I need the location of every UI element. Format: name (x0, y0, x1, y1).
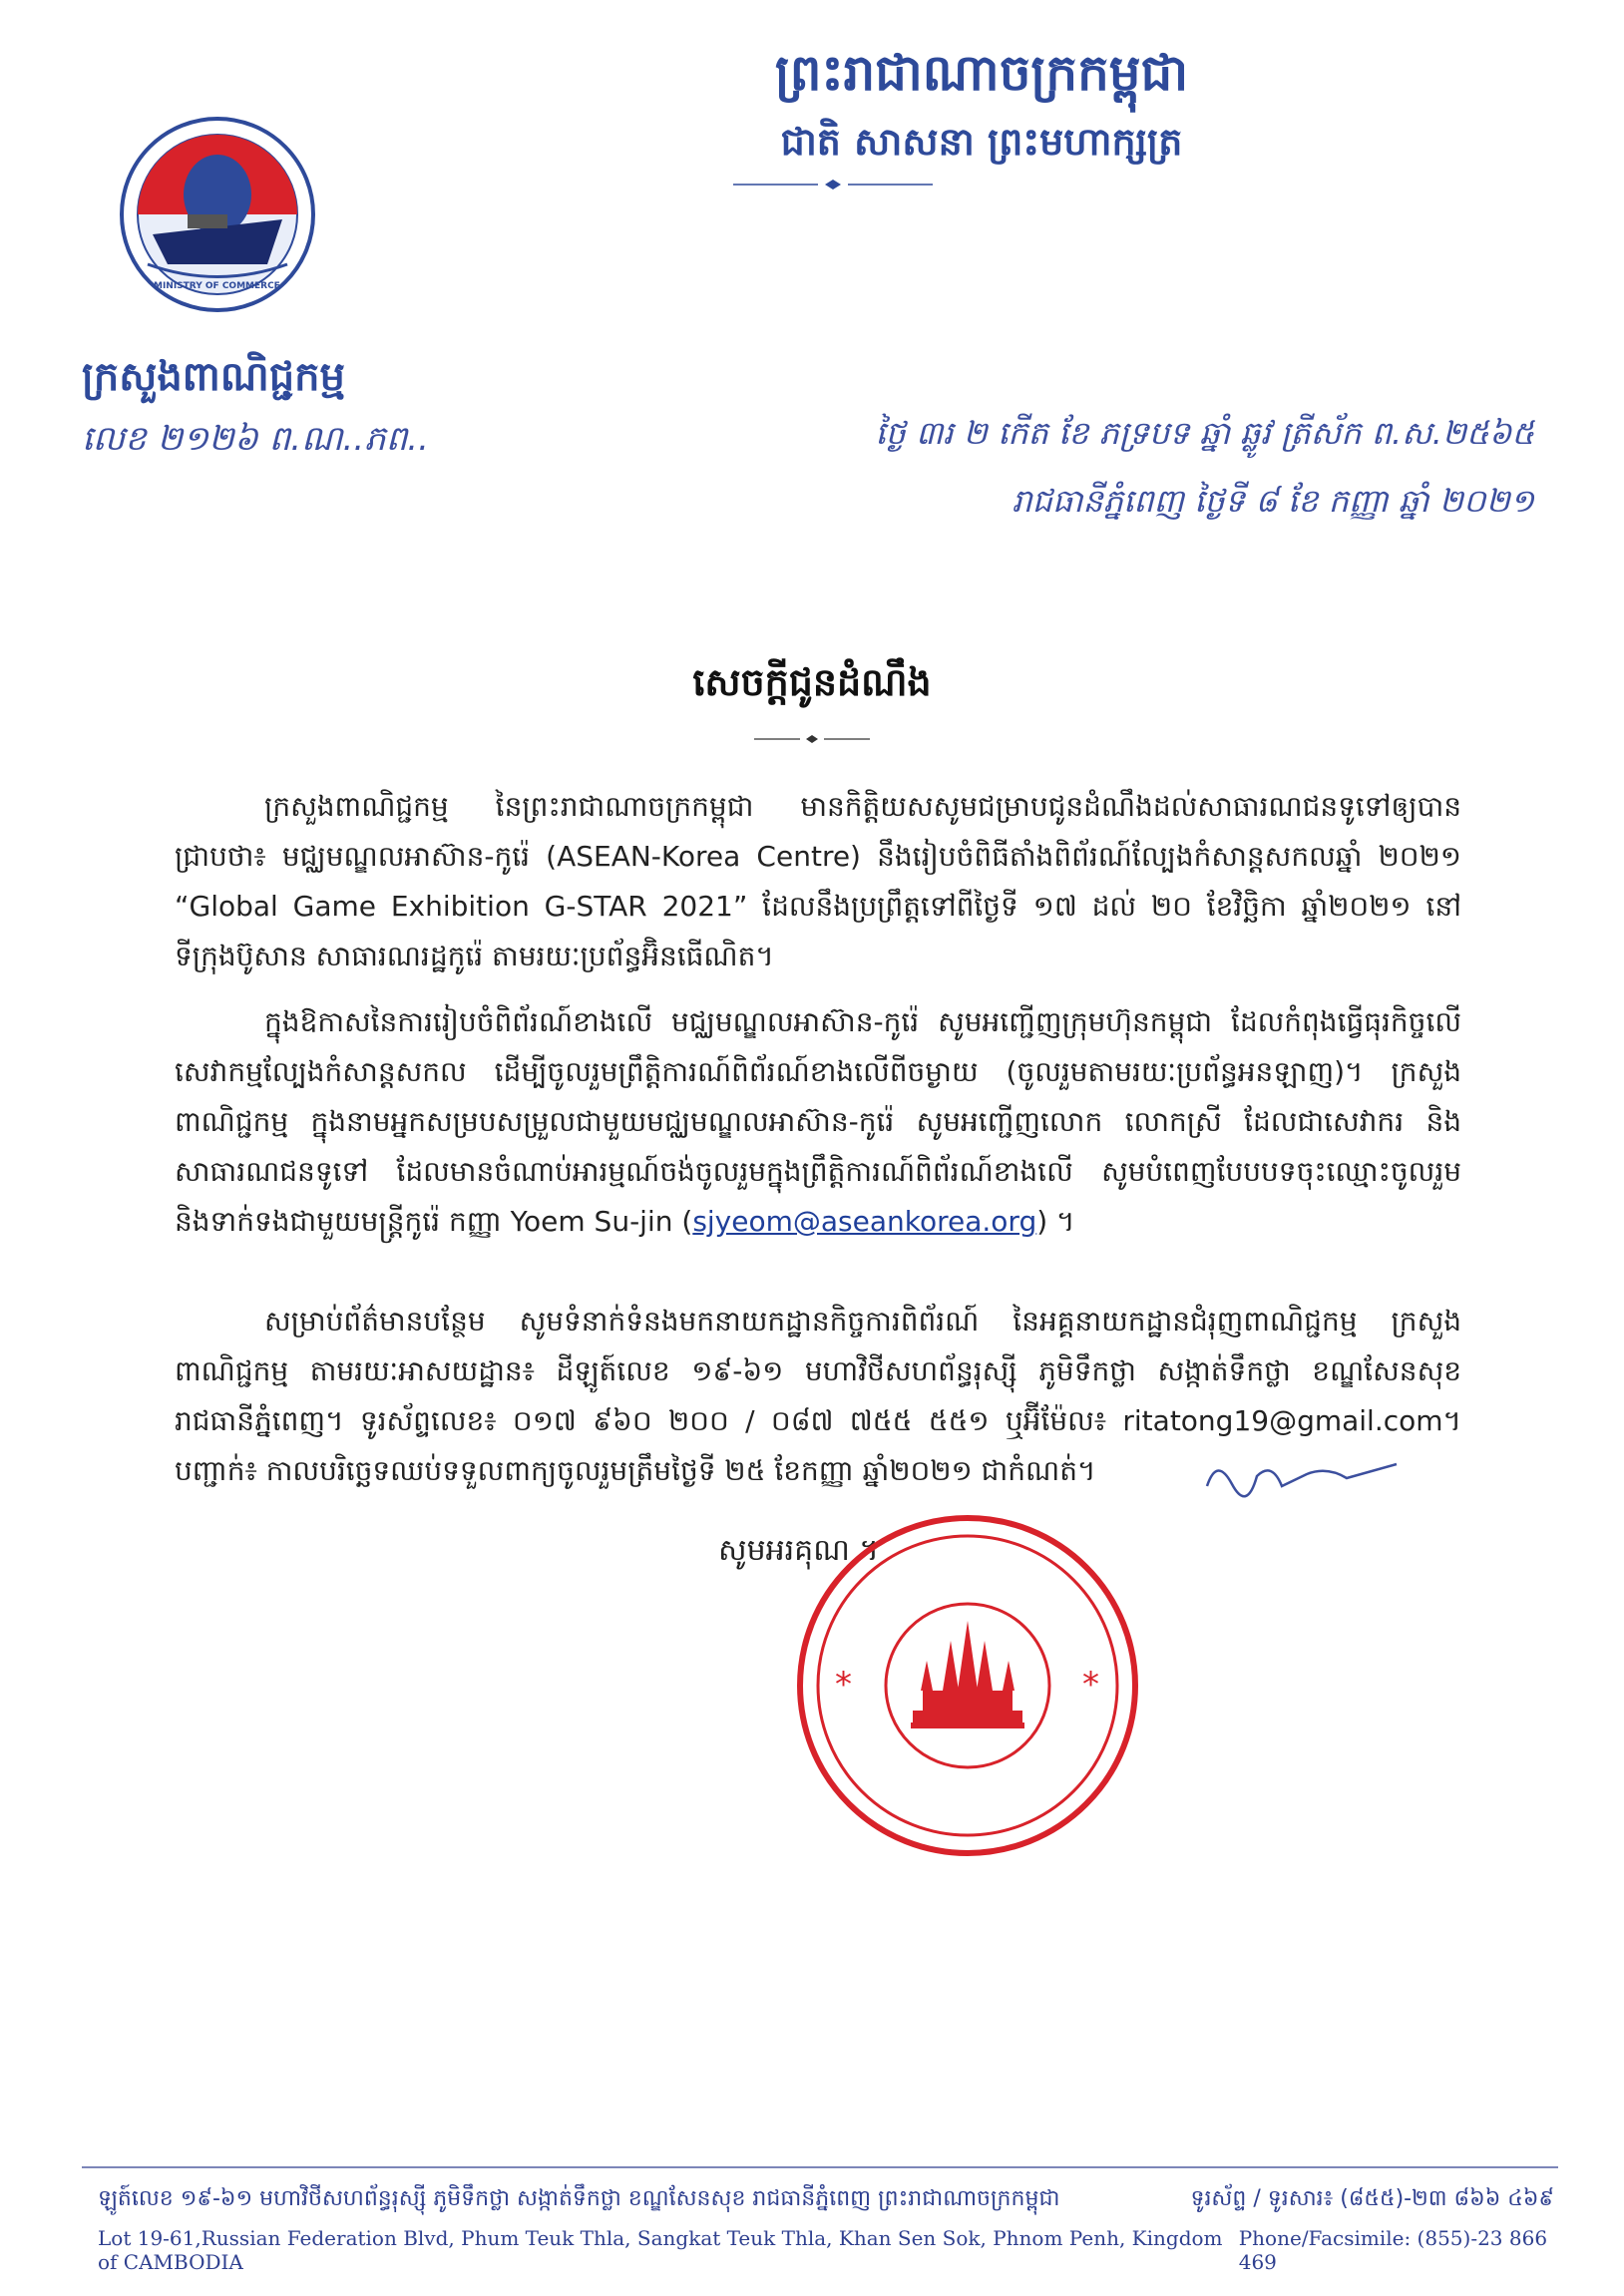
svg-text:*: * (835, 1665, 852, 1705)
paragraph-2-text: ក្នុងឱកាសនៃការរៀបចំពិព័រណ៍ខាងលើ មជ្ឈមណ្ឌលអាស៊ាន-កូរ៉េ សូមអញ្ជើញក្រុមហ៊ុនកម្ពុជា ដែលកំពុងធ្វើធុរកិច្ចលើសេវាកម្មល្បែងកំសាន្តសកល ដើម្បីចូលរួមព្រឹត្តិការណ៍ពិព័រណ៍ខាងលើពីចម្ងាយ (ចូលរួមតាមរយៈប្រព័ន្ធអនឡាញ)។ ក្រសួងពាណិជ្ជកម្ម ក្នុងនាមអ្នកសម្របសម្រួលជាមួយមជ្ឈមណ្ឌលអាស៊ាន-កូរ៉េ សូមអញ្ជើញលោក លោកស្រី ដែលជាសេវាករ និងសាធារណជនទូទៅ ដែលមានចំណាប់អារម្មណ៍ចង់ចូលរួមក្នុងព្រឹត្តិការណ៍ពិព័រណ៍ខាងលើ សូមបំពេញបែបបទចុះឈ្មោះចូលរួម និងទាក់ទងជាមួយមន្ត្រីកូរ៉េ កញ្ញា Yoem Su-jin ( (175, 1005, 1461, 1238)
svg-text:*: * (1082, 1665, 1099, 1705)
national-motto: ជាតិ សាសនា ព្រះមហាក្សត្រ (780, 120, 1183, 164)
footer-phone-kh: ទូរស័ព្ទ / ទូរសារ៖ (៨៥៥)-២៣ ៨៦៦ ៤៦៩ (1190, 2186, 1554, 2211)
solar-date: រាជធានីភ្នំពេញ ថ្ងៃទី ៨ ខែ កញ្ញា ឆ្នាំ ២០២១ (1012, 482, 1534, 520)
official-seal-icon (793, 1511, 1142, 1860)
contact-email-link[interactable]: sjyeom@aseankorea.org (692, 1205, 1037, 1238)
footer-address-kh: ឡូត៍លេខ ១៩-៦១ មហាវិថីសហព័ន្ធរុស្ស៊ី ភូមិទឹកថ្លា សង្កាត់ទឹកថ្លា ខណ្ឌសែនសុខ រាជធានីភ្នំពេញ ព្រះរាជាណាចក្រកម្ពុជា (98, 2186, 1060, 2211)
paragraph-invitation (175, 997, 1461, 1247)
kingdom-heading: ព្រះរាជាណាចក្រកម្ពុជា (774, 44, 1189, 102)
signature-icon (1197, 1446, 1417, 1506)
logo-caption: MINISTRY OF COMMERCE (154, 281, 280, 291)
footer-phone-en: Phone/Facsimile: (855)-23 866 469 (1238, 2226, 1548, 2274)
footer-english (98, 2226, 1554, 2274)
footer-address-en: Lot 19-61,Russian Federation Blvd, Phum Teuk Thla, Sangkat Teuk Thla, Khan Sen Sok, Phnom Penh, Kingdom of CAMBODIA (98, 2226, 1223, 2274)
paragraph-1-text: ក្រសួងពាណិជ្ជកម្ម នៃព្រះរាជាណាចក្រកម្ពុជា មានកិត្តិយសសូមជម្រាបជូនដំណឹងដល់សាធារណជនទូទៅឲ្យបានជ្រាបថា៖ មជ្ឈមណ្ឌលអាស៊ាន-កូរ៉េ (ASEAN-Korea Centre) នឹងរៀបចំពិធីតាំងពិព័រណ៍ល្បែងកំសាន្តសកលឆ្នាំ ២០២១ “Global Game Exhibition G-STAR 2021” ដែលនឹងប្រព្រឹត្តទៅពីថ្ងៃទី ១៧ ដល់ ២០ ខែវិច្ឆិកា ឆ្នាំ២០២១ នៅទីក្រុងប៊ូសាន សាធារណរដ្ឋកូរ៉េ តាមរយៈប្រព័ន្ធអ៊ិនធើណិត។ (175, 790, 1461, 972)
ministry-name: ក្រសួងពាណិជ្ជកម្ម (82, 354, 345, 400)
ornament-divider-icon (733, 178, 933, 191)
closing-thanks: សូមអរគុណ ។ (718, 1533, 880, 1568)
footer-divider (82, 2166, 1558, 2168)
title-ornament-icon (754, 733, 870, 745)
paragraph-3-text: សម្រាប់ព័ត៌មានបន្ថែម សូមទំនាក់ទំនងមកនាយកដ្ឋានកិច្ចការពិព័រណ៍ នៃអគ្គនាយកដ្ឋានជំរុញពាណិជ្ជកម្ម ក្រសួងពាណិជ្ជកម្ម តាមរយៈអាសយដ្ឋាន៖ ដីឡូត៍លេខ ១៩-៦១ មហាវិថីសហព័ន្ធរុស្ស៊ី ភូមិទឹកថ្លា សង្កាត់ទឹកថ្លា ខណ្ឌសែនសុខ រាជធានីភ្នំពេញ។ ទូរស័ព្ទលេខ៖ ០១៧ ៩៦០ ២០០ / ០៨៧ ៧៥៥ ៥៥១ ឬអ៊ីម៉ែល៖ ritatong19@gmail.com។ បញ្ជាក់៖ កាលបរិច្ឆេទឈប់ទទួលពាក្យចូលរួមត្រឹមថ្ងៃទី ២៥ ខែកញ្ញា ឆ្នាំ២០២១ ជាកំណត់។ (175, 1305, 1461, 1487)
paragraph-announcement (175, 782, 1461, 981)
document-title: សេចក្តីជូនដំណឹង (692, 660, 932, 704)
paragraph-2-tail: ) ។ (1036, 1205, 1075, 1238)
reference-number: លេខ ២១២៦ ព.ណ..ភព.. (82, 419, 429, 459)
footer-khmer (98, 2184, 1554, 2216)
lunar-date: ថ្ងៃ ៣រ ២ កើត ខែ ភទ្របទ ឆ្នាំ ឆ្លូវ ត្រីស័ក ព.ស.២៥៦៥ (875, 414, 1534, 452)
